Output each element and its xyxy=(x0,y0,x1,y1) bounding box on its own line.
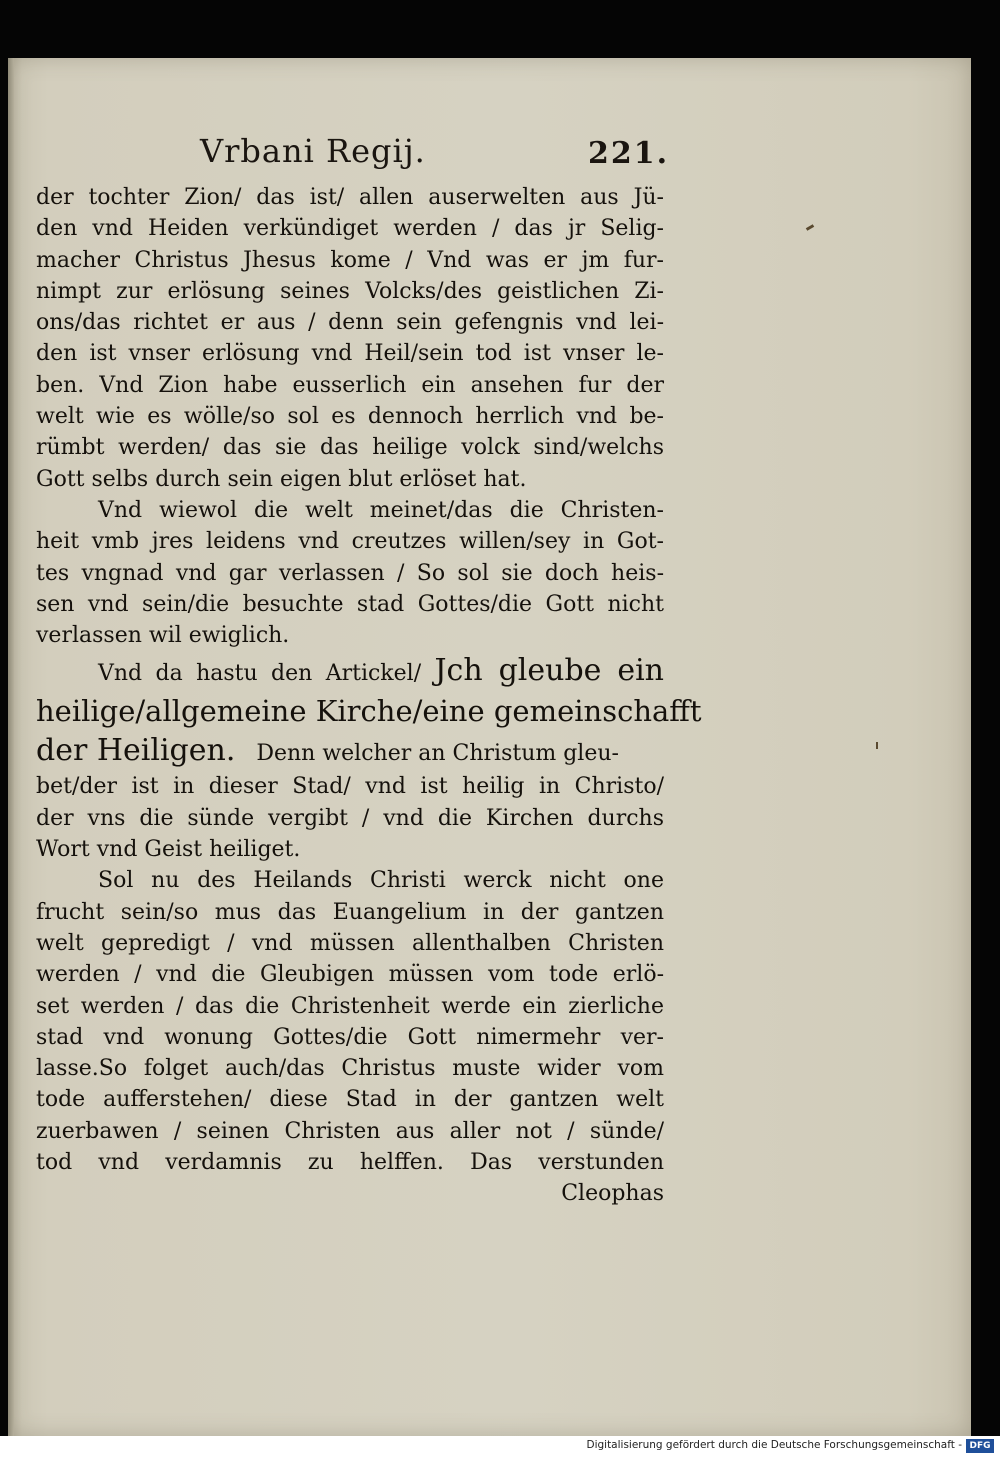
text-line: lasse.So folget auch/das Christus muste wider vom xyxy=(36,1056,664,1082)
text-line: den ist vnser erlösung vnd Heil/sein tod ist vnser le- xyxy=(36,341,664,367)
dfg-logo[interactable]: DFG xyxy=(966,1439,994,1453)
text-line xyxy=(36,651,664,691)
text-segment: Denn welcher an Christum gleu- xyxy=(256,741,619,767)
text-line: tes vngnad vnd gar verlassen / So sol sie doch heis- xyxy=(36,560,664,586)
emphasized-line: heilige/allgemeine Kirche/eine gemeinschafft xyxy=(36,694,702,729)
text-line: ben. Vnd Zion habe eusserlich ein ansehen fur der xyxy=(36,372,664,398)
text-line xyxy=(36,731,664,771)
catchword: Cleophas xyxy=(561,1181,664,1207)
footer-bar xyxy=(0,1436,1000,1457)
paper-speck xyxy=(876,742,878,749)
page-number: 221. xyxy=(588,136,670,171)
text-line: frucht sein/so mus das Euangelium in der gantzen xyxy=(36,899,664,925)
text-line: den vnd Heiden verkündiget werden / das jr Selig- xyxy=(36,216,664,242)
text-line: Sol nu des Heilands Christi werck nicht one xyxy=(98,868,664,894)
text-line: der vns die sünde vergibt / vnd die Kirchen durchs xyxy=(36,805,664,831)
text-line: der tochter Zion/ das ist/ allen auserwelten aus Jü- xyxy=(36,185,664,210)
text-line: verlassen wil ewiglich. xyxy=(36,623,290,649)
emphasized-text: der Heiligen. xyxy=(36,733,236,769)
text-line: tod vnd verdamnis zu helffen. Das verstunden xyxy=(36,1150,664,1176)
text-line: nimpt zur erlösung seines Volcks/des geistlichen Zi- xyxy=(36,278,664,304)
text-line: stad vnd wonung Gottes/die Gott nimermehr ver- xyxy=(36,1024,664,1050)
text-line: Vnd wiewol die welt meinet/das die Christen- xyxy=(98,497,664,523)
text-line: rümbt werden/ das sie das heilige volck sind/welchs xyxy=(36,435,664,461)
text-line: Wort vnd Geist heiliget. xyxy=(36,837,301,863)
text-line: sen vnd sein/die besuchte stad Gottes/die Gott nicht xyxy=(36,591,664,617)
text-line: tode aufferstehen/ diese Stad in der gantzen welt xyxy=(36,1087,664,1113)
text-line: set werden / das die Christenheit werde ein zierliche xyxy=(36,993,664,1019)
running-head xyxy=(0,132,1000,176)
text-line: macher Christus Jhesus kome / Vnd was er jm fur- xyxy=(36,247,664,273)
text-line: welt wie es wölle/so sol es dennoch herrlich vnd be- xyxy=(36,404,664,430)
body-text xyxy=(36,182,702,1210)
text-line: zuerbawen / seinen Christen aus aller not / sünde/ xyxy=(36,1118,664,1144)
running-head-title: Vrbani Regij. xyxy=(200,132,426,170)
text-line: ons/das richtet er aus / denn sein gefengnis vnd lei- xyxy=(36,310,664,336)
text-line: bet/der ist in dieser Stad/ vnd ist heilig in Christo/ xyxy=(36,774,664,800)
funding-credit: Digitalisierung gefördert durch die Deutsche Forschungsgemeinschaft - xyxy=(586,1439,962,1451)
text-line: heit vmb jres leidens vnd creutzes willen/sey in Got- xyxy=(36,529,664,555)
page-gutter-edge xyxy=(8,58,14,1436)
text-line: werden / vnd die Gleubigen müssen vom tode erlö- xyxy=(36,962,664,988)
text-segment: Vnd da hastu den Artickel/ xyxy=(98,661,422,687)
text-line: welt gepredigt / vnd müssen allenthalben Christen xyxy=(36,930,664,956)
text-line: Gott selbs durch sein eigen blut erlöset hat. xyxy=(36,466,527,492)
emphasized-text: Jch gleube ein xyxy=(434,653,664,689)
